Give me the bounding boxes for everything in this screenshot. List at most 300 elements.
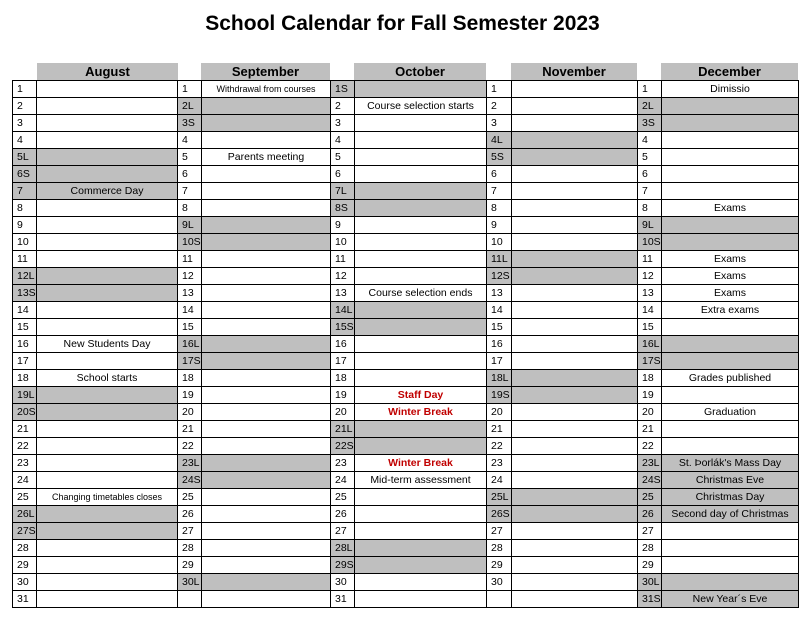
day-number-cell: 11L xyxy=(487,251,512,268)
event-cell xyxy=(37,149,178,166)
event-cell xyxy=(37,387,178,404)
day-number-cell: 24 xyxy=(487,472,512,489)
day-number-cell: 16 xyxy=(331,336,355,353)
event-cell: Exams xyxy=(662,285,799,302)
day-number-cell: 15 xyxy=(13,319,37,336)
day-number-cell: 11 xyxy=(13,251,37,268)
event-cell xyxy=(662,557,799,574)
day-number-cell: 31 xyxy=(13,591,37,608)
day-number-cell: 15 xyxy=(178,319,202,336)
day-number-cell xyxy=(487,591,512,608)
event-cell xyxy=(662,234,799,251)
day-number-cell: 6S xyxy=(13,166,37,183)
event-cell xyxy=(202,404,331,421)
event-cell xyxy=(662,217,799,234)
day-number-cell: 12S xyxy=(487,268,512,285)
event-cell xyxy=(662,387,799,404)
day-number-cell: 3S xyxy=(178,115,202,132)
day-number-cell: 12L xyxy=(13,268,37,285)
day-number-cell: 28 xyxy=(13,540,37,557)
day-number-cell: 11 xyxy=(638,251,662,268)
month-header-december: December xyxy=(661,63,798,80)
day-number-cell: 13 xyxy=(178,285,202,302)
event-cell xyxy=(662,421,799,438)
day-number-cell: 31 xyxy=(331,591,355,608)
event-cell xyxy=(662,353,799,370)
event-cell xyxy=(355,421,487,438)
day-number-cell: 14 xyxy=(638,302,662,319)
day-number-cell: 10S xyxy=(638,234,662,251)
event-cell xyxy=(202,472,331,489)
event-cell xyxy=(202,285,331,302)
calendar-body xyxy=(13,81,799,608)
day-number-cell: 18 xyxy=(178,370,202,387)
day-number-cell: 28L xyxy=(331,540,355,557)
day-number-cell: 20 xyxy=(331,404,355,421)
table-row xyxy=(13,489,799,506)
table-row xyxy=(13,574,799,591)
day-number-cell: 26 xyxy=(331,506,355,523)
day-number-cell: 9L xyxy=(178,217,202,234)
event-cell: Exams xyxy=(662,200,799,217)
day-number-cell: 16 xyxy=(13,336,37,353)
event-cell xyxy=(512,81,638,98)
event-cell xyxy=(202,132,331,149)
day-number-cell: 27 xyxy=(487,523,512,540)
event-cell xyxy=(202,98,331,115)
table-row xyxy=(13,353,799,370)
day-number-cell: 28 xyxy=(638,540,662,557)
event-cell xyxy=(37,506,178,523)
event-cell xyxy=(512,523,638,540)
day-number-cell: 22 xyxy=(13,438,37,455)
event-cell xyxy=(37,591,178,608)
day-number-cell: 6 xyxy=(331,166,355,183)
event-cell: Dimissio xyxy=(662,81,799,98)
event-cell xyxy=(355,557,487,574)
day-number-cell: 12 xyxy=(638,268,662,285)
event-cell: Second day of Christmas xyxy=(662,506,799,523)
day-number-cell: 21 xyxy=(638,421,662,438)
event-cell xyxy=(355,251,487,268)
table-row xyxy=(13,557,799,574)
day-number-cell: 20 xyxy=(178,404,202,421)
event-cell xyxy=(37,523,178,540)
day-number-cell: 19L xyxy=(13,387,37,404)
event-cell xyxy=(512,336,638,353)
table-row xyxy=(13,540,799,557)
event-cell xyxy=(37,540,178,557)
day-number-cell: 31S xyxy=(638,591,662,608)
day-number-cell: 2L xyxy=(638,98,662,115)
event-cell xyxy=(662,574,799,591)
event-cell xyxy=(37,81,178,98)
day-number-cell: 4 xyxy=(13,132,37,149)
day-number-cell: 4 xyxy=(178,132,202,149)
day-number-cell: 26 xyxy=(178,506,202,523)
event-cell xyxy=(512,115,638,132)
event-cell xyxy=(512,540,638,557)
table-row xyxy=(13,251,799,268)
event-cell xyxy=(355,183,487,200)
event-cell xyxy=(512,404,638,421)
event-cell xyxy=(202,115,331,132)
event-cell xyxy=(662,166,799,183)
event-cell xyxy=(202,183,331,200)
calendar-table xyxy=(12,80,799,608)
table-row xyxy=(13,115,799,132)
day-number-cell: 8 xyxy=(13,200,37,217)
day-number-cell: 17 xyxy=(487,353,512,370)
day-number-cell: 3 xyxy=(13,115,37,132)
event-cell: Christmas Day xyxy=(662,489,799,506)
event-cell xyxy=(662,98,799,115)
event-cell: Staff Day xyxy=(355,387,487,404)
day-number-cell: 10S xyxy=(178,234,202,251)
day-number-cell: 30 xyxy=(13,574,37,591)
day-number-cell: 10 xyxy=(13,234,37,251)
table-row xyxy=(13,268,799,285)
month-header-september: September xyxy=(201,63,330,80)
day-number-cell: 27S xyxy=(13,523,37,540)
day-number-cell: 25 xyxy=(13,489,37,506)
page-title: School Calendar for Fall Semester 2023 xyxy=(205,12,600,35)
day-number-cell: 25L xyxy=(487,489,512,506)
event-cell xyxy=(37,98,178,115)
event-cell xyxy=(355,591,487,608)
day-number-cell: 20S xyxy=(13,404,37,421)
event-cell xyxy=(355,200,487,217)
event-cell xyxy=(37,285,178,302)
day-number-cell: 22 xyxy=(178,438,202,455)
day-number-cell: 12 xyxy=(178,268,202,285)
event-cell xyxy=(512,234,638,251)
event-cell xyxy=(512,251,638,268)
event-cell xyxy=(355,302,487,319)
day-number-cell: 18 xyxy=(13,370,37,387)
table-row xyxy=(13,387,799,404)
day-number-cell: 7 xyxy=(13,183,37,200)
event-cell xyxy=(37,268,178,285)
event-cell xyxy=(355,506,487,523)
day-number-cell: 19 xyxy=(638,387,662,404)
day-number-cell: 25 xyxy=(331,489,355,506)
event-cell xyxy=(512,200,638,217)
event-cell xyxy=(37,302,178,319)
table-row xyxy=(13,166,799,183)
day-number-cell: 1 xyxy=(638,81,662,98)
table-row xyxy=(13,523,799,540)
day-number-cell: 13 xyxy=(331,285,355,302)
event-cell xyxy=(512,302,638,319)
day-number-cell: 21 xyxy=(13,421,37,438)
day-number-cell: 7 xyxy=(638,183,662,200)
day-number-cell: 1S xyxy=(331,81,355,98)
table-row xyxy=(13,438,799,455)
day-number-cell: 21L xyxy=(331,421,355,438)
event-cell: Exams xyxy=(662,268,799,285)
day-number-cell: 1 xyxy=(13,81,37,98)
event-cell xyxy=(662,319,799,336)
event-cell xyxy=(202,336,331,353)
day-number-cell: 19 xyxy=(178,387,202,404)
day-number-cell: 13 xyxy=(487,285,512,302)
day-number-cell: 2L xyxy=(178,98,202,115)
event-cell xyxy=(355,370,487,387)
day-number-cell: 1 xyxy=(487,81,512,98)
event-cell xyxy=(355,81,487,98)
day-number-cell: 2 xyxy=(331,98,355,115)
event-cell: Withdrawal from courses xyxy=(202,81,331,98)
event-cell xyxy=(202,489,331,506)
day-number-cell: 23L xyxy=(178,455,202,472)
day-number-cell: 6 xyxy=(638,166,662,183)
event-cell xyxy=(37,404,178,421)
event-cell xyxy=(202,166,331,183)
event-cell xyxy=(37,251,178,268)
day-number-cell: 18 xyxy=(638,370,662,387)
event-cell xyxy=(512,353,638,370)
day-number-cell: 7 xyxy=(487,183,512,200)
table-row xyxy=(13,81,799,98)
table-row xyxy=(13,404,799,421)
event-cell xyxy=(355,489,487,506)
day-number-cell: 11 xyxy=(331,251,355,268)
event-cell xyxy=(202,217,331,234)
event-cell xyxy=(202,591,331,608)
event-cell xyxy=(202,557,331,574)
event-cell xyxy=(512,506,638,523)
day-number-cell: 12 xyxy=(331,268,355,285)
event-cell xyxy=(37,557,178,574)
day-number-cell: 8 xyxy=(638,200,662,217)
day-number-cell: 15S xyxy=(331,319,355,336)
event-cell xyxy=(202,523,331,540)
event-cell: New Students Day xyxy=(37,336,178,353)
day-number-cell: 29 xyxy=(13,557,37,574)
event-cell: Course selection ends xyxy=(355,285,487,302)
event-cell xyxy=(355,149,487,166)
day-number-cell: 1 xyxy=(178,81,202,98)
day-number-cell: 20 xyxy=(638,404,662,421)
day-number-cell: 16L xyxy=(638,336,662,353)
day-number-cell: 14 xyxy=(13,302,37,319)
month-header-november: November xyxy=(511,63,637,80)
day-number-cell: 9 xyxy=(13,217,37,234)
event-cell xyxy=(202,370,331,387)
event-cell xyxy=(202,506,331,523)
day-number-cell: 6 xyxy=(178,166,202,183)
day-number-cell: 14L xyxy=(331,302,355,319)
day-number-cell: 17S xyxy=(178,353,202,370)
event-cell xyxy=(355,353,487,370)
day-number-cell: 4 xyxy=(638,132,662,149)
table-row xyxy=(13,149,799,166)
day-number-cell: 30 xyxy=(331,574,355,591)
event-cell xyxy=(202,200,331,217)
event-cell xyxy=(355,438,487,455)
event-cell xyxy=(37,200,178,217)
event-cell xyxy=(37,217,178,234)
table-row xyxy=(13,217,799,234)
table-row xyxy=(13,370,799,387)
event-cell xyxy=(355,132,487,149)
day-number-cell: 7L xyxy=(331,183,355,200)
event-cell xyxy=(37,438,178,455)
event-cell xyxy=(512,319,638,336)
event-cell: Extra exams xyxy=(662,302,799,319)
day-number-cell: 27 xyxy=(331,523,355,540)
event-cell xyxy=(512,421,638,438)
event-cell: Graduation xyxy=(662,404,799,421)
event-cell xyxy=(512,370,638,387)
event-cell xyxy=(202,540,331,557)
day-number-cell: 14 xyxy=(487,302,512,319)
table-row xyxy=(13,336,799,353)
day-number-cell: 6 xyxy=(487,166,512,183)
day-number-cell: 14 xyxy=(178,302,202,319)
event-cell xyxy=(662,336,799,353)
day-number-cell: 8S xyxy=(331,200,355,217)
event-cell xyxy=(512,132,638,149)
event-cell: Grades published xyxy=(662,370,799,387)
day-number-cell: 2 xyxy=(487,98,512,115)
event-cell: Christmas Eve xyxy=(662,472,799,489)
event-cell xyxy=(355,319,487,336)
day-number-cell: 3S xyxy=(638,115,662,132)
day-number-cell: 17S xyxy=(638,353,662,370)
event-cell: Winter Break xyxy=(355,404,487,421)
event-cell xyxy=(202,574,331,591)
event-cell xyxy=(512,472,638,489)
day-number-cell: 17 xyxy=(331,353,355,370)
table-row xyxy=(13,455,799,472)
table-row xyxy=(13,98,799,115)
day-number-cell: 28 xyxy=(487,540,512,557)
table-row xyxy=(13,591,799,608)
event-cell xyxy=(355,523,487,540)
event-cell xyxy=(512,98,638,115)
event-cell xyxy=(202,251,331,268)
event-cell xyxy=(202,421,331,438)
day-number-cell: 19S xyxy=(487,387,512,404)
event-cell xyxy=(202,302,331,319)
day-number-cell: 29 xyxy=(487,557,512,574)
table-row xyxy=(13,183,799,200)
day-number-cell: 29 xyxy=(638,557,662,574)
event-cell xyxy=(512,489,638,506)
day-number-cell: 5S xyxy=(487,149,512,166)
day-number-cell: 15 xyxy=(638,319,662,336)
day-number-cell: 18 xyxy=(331,370,355,387)
event-cell xyxy=(512,149,638,166)
event-cell xyxy=(37,421,178,438)
day-number-cell: 28 xyxy=(178,540,202,557)
event-cell xyxy=(355,336,487,353)
event-cell xyxy=(202,455,331,472)
event-cell xyxy=(202,268,331,285)
event-cell xyxy=(662,132,799,149)
day-number-cell: 11 xyxy=(178,251,202,268)
event-cell xyxy=(202,353,331,370)
event-cell xyxy=(37,353,178,370)
day-number-cell: 4L xyxy=(487,132,512,149)
event-cell xyxy=(37,472,178,489)
day-number-cell: 9 xyxy=(487,217,512,234)
day-number-cell: 26S xyxy=(487,506,512,523)
event-cell xyxy=(662,438,799,455)
day-number-cell: 29 xyxy=(178,557,202,574)
event-cell: St. Þorlák's Mass Day xyxy=(662,455,799,472)
event-cell xyxy=(662,540,799,557)
day-number-cell: 21 xyxy=(178,421,202,438)
day-number-cell: 24S xyxy=(638,472,662,489)
table-row xyxy=(13,132,799,149)
day-number-cell: 22 xyxy=(638,438,662,455)
event-cell xyxy=(37,115,178,132)
table-row xyxy=(13,234,799,251)
event-cell xyxy=(512,557,638,574)
day-number-cell: 29S xyxy=(331,557,355,574)
day-number-cell: 5 xyxy=(638,149,662,166)
day-number-cell: 23L xyxy=(638,455,662,472)
event-cell xyxy=(355,268,487,285)
month-header-october: October xyxy=(354,63,486,80)
event-cell xyxy=(512,166,638,183)
day-number-cell: 16L xyxy=(178,336,202,353)
day-number-cell: 10 xyxy=(331,234,355,251)
table-row xyxy=(13,421,799,438)
event-cell xyxy=(37,166,178,183)
day-number-cell: 24 xyxy=(331,472,355,489)
event-cell: School starts xyxy=(37,370,178,387)
day-number-cell: 30L xyxy=(638,574,662,591)
day-number-cell: 7 xyxy=(178,183,202,200)
table-row xyxy=(13,506,799,523)
event-cell: Winter Break xyxy=(355,455,487,472)
day-number-cell: 13 xyxy=(638,285,662,302)
event-cell xyxy=(202,234,331,251)
event-cell xyxy=(37,132,178,149)
day-number-cell: 13S xyxy=(13,285,37,302)
event-cell xyxy=(37,455,178,472)
event-cell xyxy=(202,319,331,336)
event-cell: Exams xyxy=(662,251,799,268)
event-cell xyxy=(662,523,799,540)
event-cell xyxy=(202,438,331,455)
event-cell xyxy=(355,540,487,557)
event-cell xyxy=(512,591,638,608)
event-cell xyxy=(355,217,487,234)
table-row xyxy=(13,319,799,336)
day-number-cell: 9L xyxy=(638,217,662,234)
table-row xyxy=(13,200,799,217)
event-cell xyxy=(662,183,799,200)
event-cell xyxy=(37,574,178,591)
day-number-cell: 8 xyxy=(178,200,202,217)
day-number-cell: 3 xyxy=(331,115,355,132)
day-number-cell xyxy=(178,591,202,608)
day-number-cell: 10 xyxy=(487,234,512,251)
event-cell xyxy=(355,234,487,251)
day-number-cell: 30L xyxy=(178,574,202,591)
day-number-cell: 23 xyxy=(331,455,355,472)
day-number-cell: 8 xyxy=(487,200,512,217)
day-number-cell: 30 xyxy=(487,574,512,591)
day-number-cell: 17 xyxy=(13,353,37,370)
event-cell: New Year´s Eve xyxy=(662,591,799,608)
day-number-cell: 2 xyxy=(13,98,37,115)
